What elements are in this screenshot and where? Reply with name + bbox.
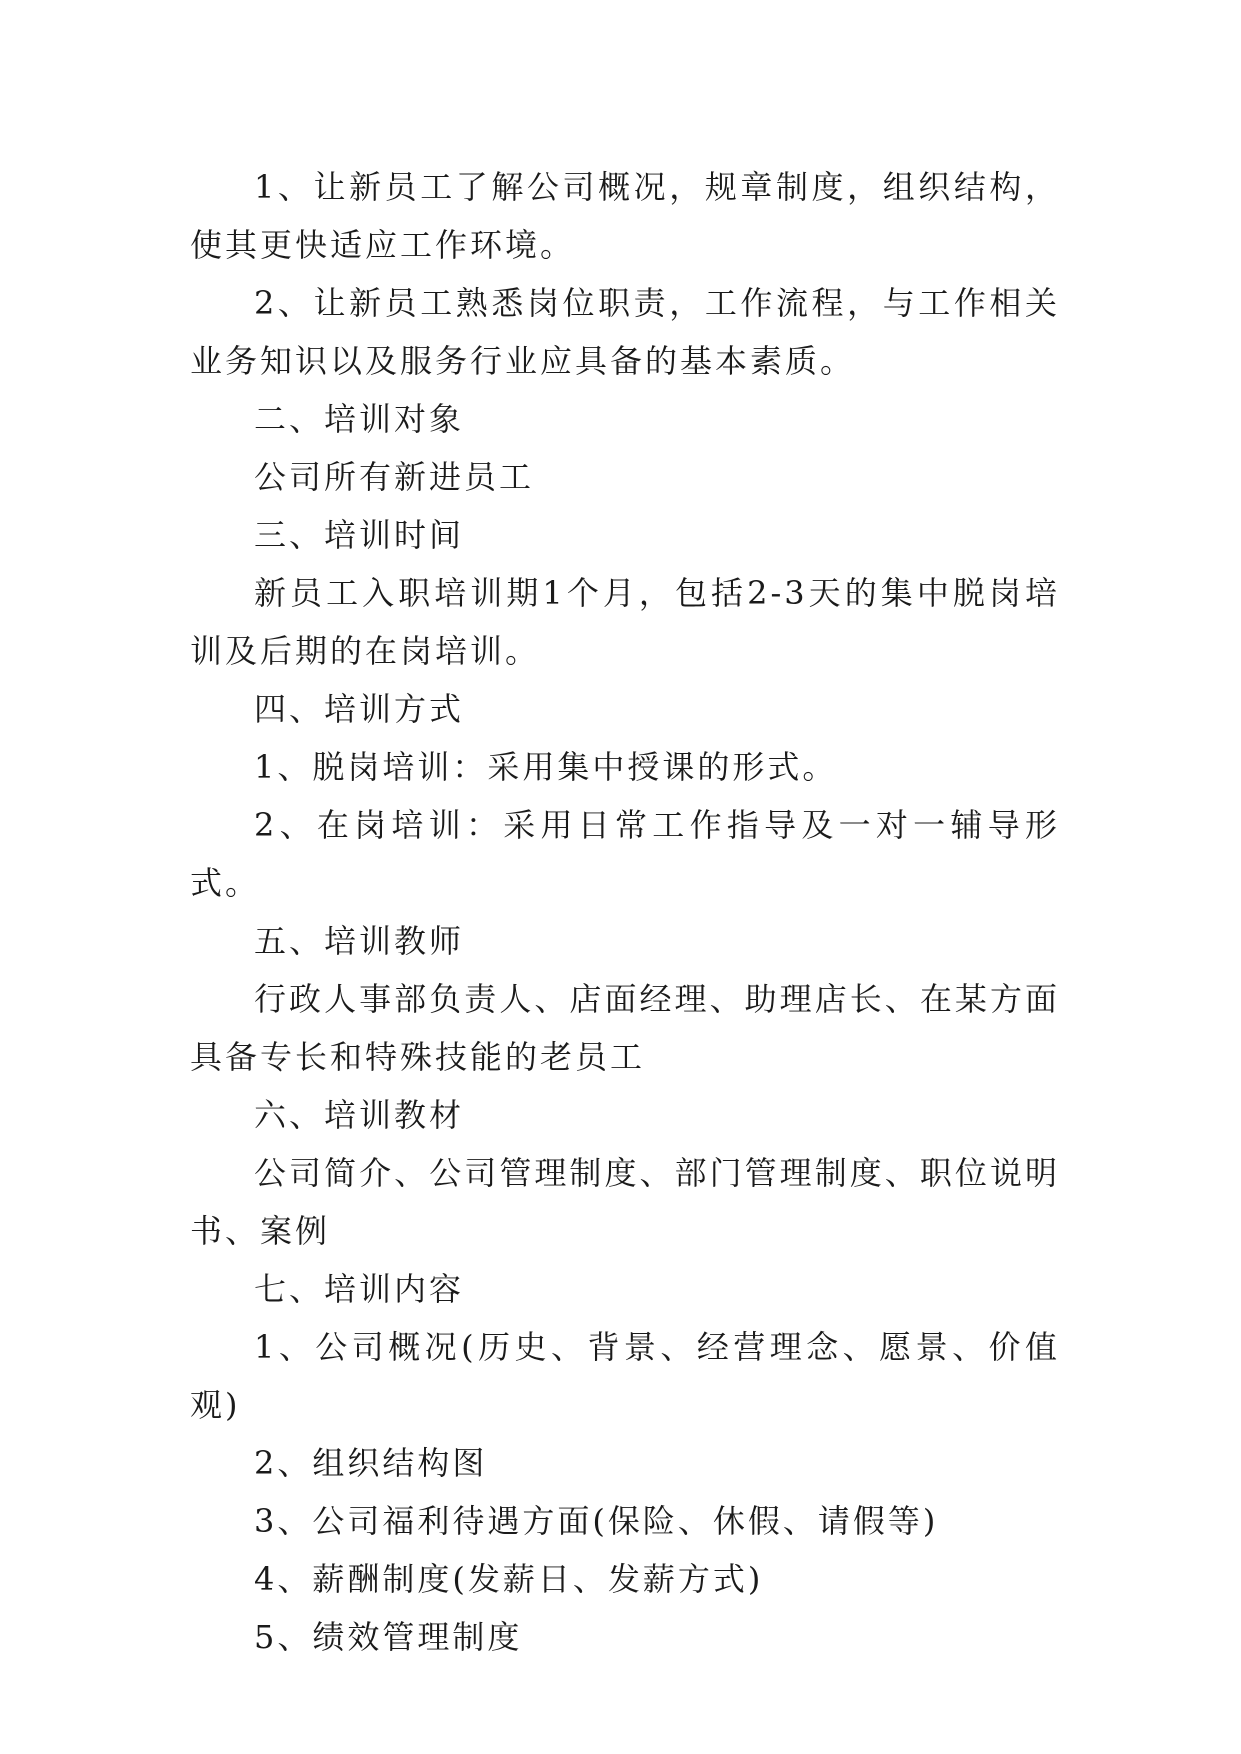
trainees-text: 公司所有新进员工 [254,458,535,496]
trainers-text: 行政人事部负责人、店面经理、助理店长、在某方面具备专长和特殊技能的老员工 [190,980,1060,1076]
section-heading-materials: 六、培训教材 [254,1096,465,1134]
schedule-text: 新员工入职培训期1个月，包括2-3天的集中脱岗培训及后期的在岗培训。 [190,574,1060,670]
materials-text: 公司简介、公司管理制度、部门管理制度、职位说明书、案例 [190,1154,1060,1250]
section-heading-content: 七、培训内容 [254,1270,465,1308]
content-item-2: 2、组织结构图 [254,1444,488,1482]
objective-item-2: 2、让新员工熟悉岗位职责，工作流程，与工作相关业务知识以及服务行业应具备的基本素质。 [190,284,1060,380]
method-item-2: 2、在岗培训：采用日常工作指导及一对一辅导形式。 [190,806,1060,902]
section-heading-schedule: 三、培训时间 [254,516,465,554]
method-item-1: 1、脱岗培训：采用集中授课的形式。 [254,748,838,786]
section-heading-trainees: 二、培训对象 [254,400,465,438]
section-heading-trainers: 五、培训教师 [254,922,465,960]
section-heading-method: 四、培训方式 [254,690,465,728]
content-item-1: 1、公司概况(历史、背景、经营理念、愿景、价值观) [190,1328,1060,1424]
document-body [190,158,1060,1666]
objective-item-1: 1、让新员工了解公司概况，规章制度，组织结构，使其更快适应工作环境。 [190,168,1060,264]
content-item-3: 3、公司福利待遇方面(保险、休假、请假等) [254,1502,939,1540]
content-item-5: 5、绩效管理制度 [254,1618,523,1656]
content-item-4: 4、薪酬制度(发薪日、发薪方式) [254,1560,764,1598]
